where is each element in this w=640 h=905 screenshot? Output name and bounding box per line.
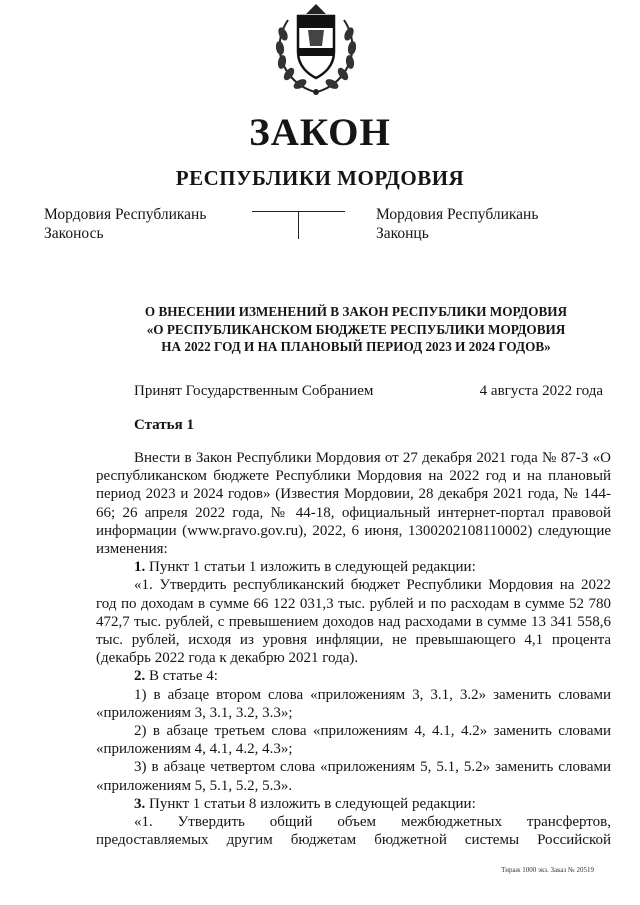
right-lang-line: Законць [376,225,429,242]
article-heading: Статья 1 [134,417,194,433]
subpoint-2-1: 1) в абзаце втором слова «приложениям 3, 3.1, 3.2» заменить словами «приложениям 3, 3.1, 3.2, 3.3»; [96,686,611,721]
point-number: 1. [134,559,146,576]
left-lang-line: Мордовия Республикань [44,206,207,223]
document-subtitle: РЕСПУБЛИКИ МОРДОВИЯ [175,166,465,190]
law-heading [96,303,616,356]
center-divider-mark [252,211,345,239]
subpoint-2-3: 3) в абзаце четвертом слова «приложениям 5, 5.1, 5.2» заменить словами «приложениям 5, 5.1, 5.2, 5.3». [96,759,611,794]
point-text: В статье 4: [145,668,218,685]
adopted-by: Принят Государственным Собранием [134,383,374,399]
document-title: ЗАКОН [249,111,391,154]
left-language-block [44,205,206,243]
adopted-date: 4 августа 2022 года [479,383,603,399]
subpoint-2-2: 2) в абзаце третьем слова «приложениям 4, 4.1, 4.2» заменить словами «приложениям 4, 4.1, 4.2, 4.3»; [96,723,611,758]
law-body [96,449,611,849]
point-number: 3. [134,795,146,812]
print-run-note: Тираж 1000 экз. Заказ № 20519 [501,866,594,874]
heading-line: О ВНЕСЕНИИ ИЗМЕНЕНИЙ В ЗАКОН РЕСПУБЛИКИ МОРДОВИЯ [144,304,568,319]
left-lang-line: Законось [44,225,104,242]
point-text: Пункт 1 статьи 8 изложить в следующей редакции: [145,795,476,812]
point-2 [96,667,611,685]
point-text: Пункт 1 статьи 1 изложить в следующей редакции: [145,559,476,576]
point-number: 2. [134,668,146,685]
intro-paragraph: Внести в Закон Республики Мордовия от 27 декабря 2021 года № 87-З «О республиканском бюджете Республики Мордовия на 2022 год и на плановый период 2023 и 2024 годов» (Известия Мордовии, 28 декабря 2021 года, № 144-66; 26 апреля 2022 года, № 44-18, официальный интернет-портал правовой информации (www.pravo.gov.ru), 2022, 6 июня, 1300202108110002) следующие изменения: [96,450,611,558]
heading-line: НА 2022 ГОД И НА ПЛАНОВЫЙ ПЕРИОД 2023 И 2024 ГОДОВ» [161,339,551,354]
point-1-quote: «1. Утвердить республиканский бюджет Республики Мордовия на 2022 год по доходам в сумме 66 122 031,3 тыс. рублей и по расходам в сумме 52 780 472,7 тыс. рублей, с превышением доходов над расходами в сумме 13 341 558,6 тыс. рублей, исходя из уровня инфляции, не превышающего 4,1 процента (декабрь 2022 года к декабрю 2021 года). [96,577,611,667]
point-3 [96,795,611,813]
coat-of-arms-emblem [270,0,362,98]
right-lang-line: Мордовия Республикань [376,206,539,223]
right-language-block [376,205,538,243]
point-1 [96,558,611,576]
heading-line: «О РЕСПУБЛИКАНСКОМ БЮДЖЕТЕ РЕСПУБЛИКИ МОРДОВИЯ [146,321,566,337]
point-3-quote: «1. Утвердить общий объем межбюджетных трансфертов, предоставляемых другим бюджетам бюджетной системы Российской [96,814,611,849]
